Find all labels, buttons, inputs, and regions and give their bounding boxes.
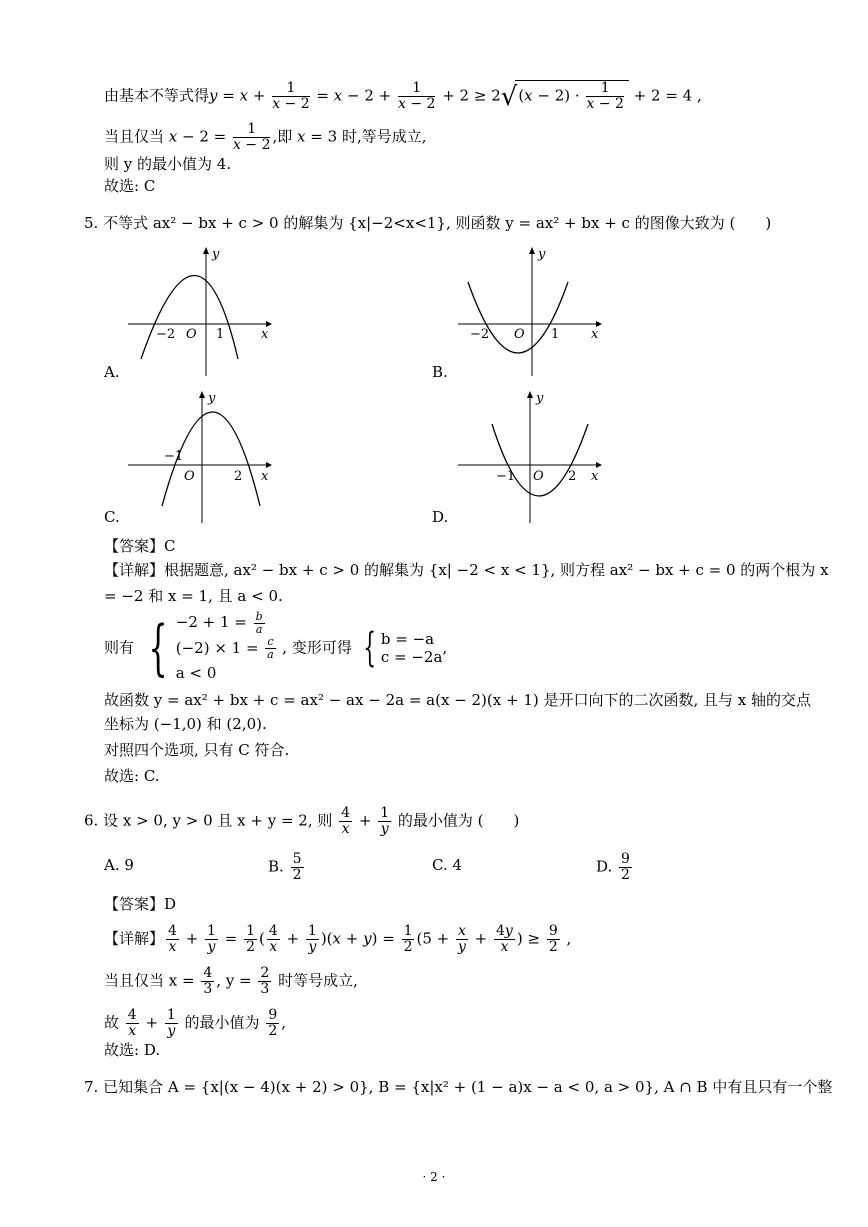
graph-c-label-y: y xyxy=(208,391,216,406)
graph-d-label-neg1: −1 xyxy=(496,469,516,484)
q6-detail-1: 【详解】 $\frac{4}{x}$ + $\frac{1}{y}$ = $\frac{1}{2}$ ( $\frac{4}{x}$ + $\frac{1}{y}$ )(x + y) = $\frac{1}{2}$ (5 + $\frac{x}{y}$ + $\frac{4y}{x}$ ) ≥ $\frac{9}{2}$ , xyxy=(104,923,572,955)
q5-system-1-row-3: a < 0 xyxy=(175,664,217,682)
graph-b-label-1: 1 xyxy=(551,327,560,342)
graph-a-label-1: 1 xyxy=(216,327,225,342)
graph-b-label-origin: O xyxy=(514,327,525,342)
q5-system-2 xyxy=(381,630,443,666)
graph-d-label-2: 2 xyxy=(568,469,577,484)
q6-option-c[interactable]: C. 4 xyxy=(432,856,463,874)
q4-line1: 由基本不等式得y = x + $\frac{1}{x - 2}$ = x − 2 + $\frac{1}{x - 2}$ + 2 ≥ 2√(x − 2) · $\frac{1}{x - 2}$ + 2 = 4 , xyxy=(104,80,702,112)
graph-c-label-neg1: −1 xyxy=(164,449,184,464)
q6-option-b-label: B. xyxy=(268,857,284,876)
q5-system-end: , xyxy=(442,638,448,657)
q5-system-2-row-2: c = −2a xyxy=(380,647,443,666)
graph-a-label-x: x xyxy=(261,327,269,342)
q4-line4: 故选: C xyxy=(104,177,156,195)
graph-a-label-origin: O xyxy=(186,327,197,342)
q5-system xyxy=(104,610,447,685)
q5-option-d[interactable]: D. xyxy=(432,508,449,526)
q5-brace-1: { xyxy=(148,612,168,683)
graph-b-label-y: y xyxy=(538,247,546,262)
q5-answer: 【答案】C xyxy=(104,537,176,555)
q5-detail-4: 故函数 y = ax² + bx + c = ax² − ax − 2a = a(x − 2)(x + 1) 是开口向下的二次函数, 且与 x 轴的交点 xyxy=(104,691,812,709)
q6-detail-2: 当且仅当 x = $\frac{4}{3}$ , y = $\frac{2}{3}$ 时等号成立, xyxy=(104,965,358,997)
q6-stem-suffix: 的最小值为 ( ) xyxy=(397,811,520,830)
graph-c-label-2: 2 xyxy=(234,469,243,484)
q4-line1-prefix: 由基本不等式得 xyxy=(104,86,210,105)
q6-detail-3: 故 $\frac{4}{x}$ + $\frac{1}{y}$ 的最小值为 $\frac{9}{2}$ , xyxy=(104,1007,287,1039)
graph-a-label-neg2: −2 xyxy=(156,327,176,342)
q5-system-prefix: 则有 xyxy=(104,638,135,657)
graph-b xyxy=(456,244,606,379)
graph-a xyxy=(126,244,276,379)
q5-option-a[interactable]: A. xyxy=(104,363,120,381)
q5-system-mid: , 变形可得 xyxy=(282,638,352,657)
q6-stem-prefix: 6. 设 x > 0, y > 0 且 x + y = 2, 则 xyxy=(84,811,333,830)
q5-system-2-row-1: b = −a xyxy=(380,629,435,648)
q6-detail-2-a: 当且仅当 x = xyxy=(104,971,195,990)
q5-system-1-row-1: −2 + 1 = xyxy=(175,613,252,631)
q4-line2-c: 时,等号成立, xyxy=(341,127,427,146)
q5-detail-5: 坐标为 (−1,0) 和 (2,0). xyxy=(104,715,267,733)
q5-detail-7: 故选: C. xyxy=(104,767,160,785)
q5-detail-2: = −2 和 x = 1, 且 a < 0. xyxy=(104,587,283,605)
q6-detail-3-c: , xyxy=(281,1013,287,1032)
q6-detail-2-c: 时等号成立, xyxy=(278,971,358,990)
q6-option-d-label: D. xyxy=(596,857,613,876)
graph-c-label-origin: O xyxy=(184,469,195,484)
q6-detail-3-a: 故 xyxy=(104,1013,120,1032)
graph-d-label-y: y xyxy=(536,391,544,406)
q6-detail-label: 【详解】 xyxy=(104,929,165,948)
q6-answer: 【答案】D xyxy=(104,895,177,913)
q5-detail-6: 对照四个选项, 只有 C 符合. xyxy=(104,741,290,759)
q6-option-d[interactable]: D. $\frac{9}{2}$ xyxy=(596,851,630,883)
page-number: · 2 · xyxy=(422,1170,446,1184)
graph-d-label-x: x xyxy=(591,469,599,484)
graph-d xyxy=(456,388,606,526)
q6-detail-4: 故选: D. xyxy=(104,1041,161,1059)
q5-stem: 5. 不等式 ax² − bx + c > 0 的解集为 {x|−2<x<1}, 则函数 y = ax² + bx + c 的图像大致为 ( ) xyxy=(84,214,772,232)
q5-option-b[interactable]: B. xyxy=(432,363,448,381)
graph-b-label-neg2: −2 xyxy=(470,327,490,342)
q4-line2: 当且仅当 x − 2 = $\frac{1}{x - 2}$ ,即 x = 3 时,等号成立, xyxy=(104,121,427,153)
q6-stem: 6. 设 x > 0, y > 0 且 x + y = 2, 则 $\frac{4}{x}$ + $\frac{1}{y}$ 的最小值为 ( ) xyxy=(84,805,520,837)
q5-detail-1: 【详解】根据题意, ax² − bx + c > 0 的解集为 {x| −2 < x < 1}, 则方程 ax² − bx + c = 0 的两个根为 x xyxy=(104,561,829,579)
q6-detail-2-b: , y = xyxy=(216,971,252,990)
q6-option-b[interactable]: B. $\frac{5}{2}$ xyxy=(268,851,302,883)
q4-line2-a: 当且仅当 xyxy=(104,127,165,146)
graph-a-label-y: y xyxy=(212,247,220,262)
q6-option-a[interactable]: A. 9 xyxy=(104,856,134,874)
q5-system-1-row-2: (−2) × 1 = xyxy=(175,638,264,657)
q4-line2-b: ,即 xyxy=(272,127,293,146)
graph-c-label-x: x xyxy=(261,469,269,484)
graph-c xyxy=(126,388,276,526)
q5-system-1: −2 + 1 = $\frac{b}{a}$ (−2) × 1 = $\frac{c}{a}$ a < 0 xyxy=(175,609,274,682)
q5-option-c[interactable]: C. xyxy=(104,508,120,526)
graph-b-label-x: x xyxy=(591,327,599,342)
q5-brace-2: { xyxy=(362,624,376,671)
graph-d-label-origin: O xyxy=(533,469,544,484)
q7-stem: 7. 已知集合 A = {x|(x − 4)(x + 2) > 0}, B = {x|x² + (1 − a)x − a < 0, a > 0}, A ∩ B 中有且只有一个整 xyxy=(84,1078,833,1096)
q4-line3: 则 y 的最小值为 4. xyxy=(104,155,232,173)
q6-detail-3-b: 的最小值为 xyxy=(184,1013,260,1032)
